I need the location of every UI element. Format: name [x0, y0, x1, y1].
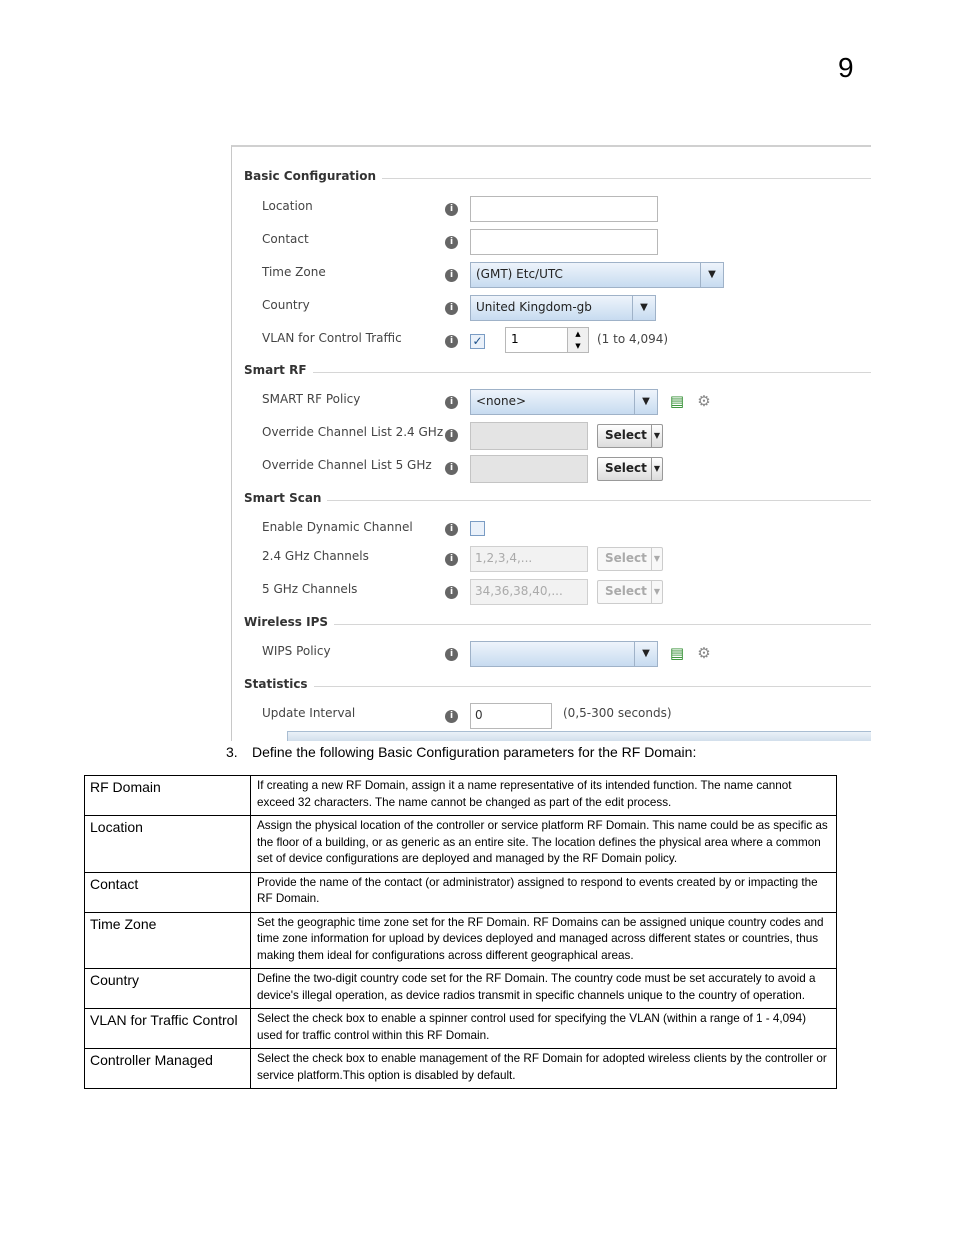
- vlan-checkbox[interactable]: ✓: [470, 334, 485, 349]
- info-icon[interactable]: i: [445, 523, 458, 536]
- info-icon[interactable]: i: [445, 335, 458, 348]
- vlan-spinner[interactable]: [505, 327, 589, 353]
- param-name: Contact: [85, 872, 251, 912]
- chevron-down-icon[interactable]: ▼: [651, 425, 662, 447]
- smart-rf-policy-dropdown[interactable]: [470, 389, 658, 415]
- channels-24-field: 1,2,3,4,...: [470, 546, 588, 572]
- section-statistics: Statistics: [244, 677, 314, 691]
- channels-24-label: 2.4 GHz Channels: [262, 549, 369, 563]
- chevron-down-icon[interactable]: ▼: [700, 263, 723, 287]
- chevron-down-icon: ▼: [651, 548, 662, 570]
- section-wireless-ips: Wireless IPS: [244, 615, 334, 629]
- table-row: [85, 872, 837, 912]
- override-24-label: Override Channel List 2.4 GHz: [262, 425, 444, 439]
- info-icon[interactable]: i: [445, 586, 458, 599]
- chevron-down-icon[interactable]: ▼: [634, 642, 657, 666]
- select-label: Select: [605, 461, 647, 475]
- table-row: [85, 1049, 837, 1089]
- chapter-number: 9: [838, 52, 854, 83]
- override-5-field: [470, 455, 588, 483]
- table-row: [85, 816, 837, 873]
- chevron-down-icon[interactable]: ▼: [632, 296, 655, 320]
- info-icon[interactable]: i: [445, 462, 458, 475]
- gear-icon[interactable]: ⚙: [697, 392, 711, 410]
- gear-icon[interactable]: ⚙: [697, 644, 711, 662]
- step-text-before: Define the following: [252, 744, 379, 760]
- table-row: [85, 776, 837, 816]
- param-description: Select the check box to enable management of the RF Domain for adopted wireless clients by the controller or service platform.This option is disabled by default.: [251, 1049, 837, 1089]
- select-label: Select: [605, 584, 647, 598]
- wips-policy-dropdown[interactable]: [470, 641, 658, 667]
- info-icon[interactable]: i: [445, 396, 458, 409]
- update-interval-label: Update Interval: [262, 706, 356, 720]
- contact-label: Contact: [262, 232, 309, 246]
- step-text-emph: Basic Configuration: [378, 744, 500, 760]
- wips-policy-label: WIPS Policy: [262, 644, 331, 658]
- step-text-after: parameters for the RF Domain:: [499, 744, 697, 760]
- time-zone-dropdown[interactable]: [470, 262, 724, 288]
- country-value: United Kingdom-gb: [476, 300, 592, 314]
- info-icon[interactable]: i: [445, 302, 458, 315]
- override-24-field: [470, 422, 588, 450]
- param-description: Provide the name of the contact (or administrator) assigned to respond to events created by or impacting the RF Domain.: [251, 872, 837, 912]
- table-row: [85, 969, 837, 1009]
- channels-5-label: 5 GHz Channels: [262, 582, 358, 596]
- param-description: If creating a new RF Domain, assign it a name representative of its intended function. The name cannot exceed 32 characters. The name cannot be changed as part of the edit process.: [251, 776, 837, 816]
- select-label: Select: [605, 428, 647, 442]
- smart-rf-policy-label: SMART RF Policy: [262, 392, 361, 406]
- info-icon[interactable]: i: [445, 429, 458, 442]
- update-interval-input[interactable]: 0: [470, 703, 552, 729]
- add-policy-icon[interactable]: ▤: [669, 392, 685, 410]
- section-basic-configuration: Basic Configuration: [244, 169, 382, 183]
- step-instruction: [226, 744, 696, 760]
- vlan-range-hint: (1 to 4,094): [597, 332, 669, 346]
- select-button[interactable]: [597, 424, 663, 448]
- country-dropdown[interactable]: [470, 295, 656, 321]
- chevron-down-icon[interactable]: ▼: [651, 458, 662, 480]
- info-icon[interactable]: i: [445, 269, 458, 282]
- param-description: Define the two-digit country code set for the RF Domain. The country code must be set accurately to avoid a device's illegal operation, as device radios transmit in specific channels unique to the country of operation.: [251, 969, 837, 1009]
- override-5-label: Override Channel List 5 GHz: [262, 458, 432, 472]
- rf-domain-config-screenshot: [231, 145, 871, 741]
- add-policy-icon[interactable]: ▤: [669, 644, 685, 662]
- location-input[interactable]: [470, 196, 658, 222]
- time-zone-value: (GMT) Etc/UTC: [476, 267, 563, 281]
- param-name: RF Domain: [85, 776, 251, 816]
- section-smart-rf: Smart RF: [244, 363, 313, 377]
- param-name: Location: [85, 816, 251, 873]
- param-name: Country: [85, 969, 251, 1009]
- param-name: Time Zone: [85, 912, 251, 969]
- info-icon[interactable]: i: [445, 710, 458, 723]
- table-row: [85, 1009, 837, 1049]
- spinner-arrows-icon[interactable]: ▲ ▼: [567, 328, 588, 352]
- info-icon[interactable]: i: [445, 203, 458, 216]
- country-label: Country: [262, 298, 310, 312]
- parameters-table: [84, 775, 837, 1089]
- smart-rf-policy-value: <none>: [476, 394, 527, 408]
- param-description: Set the geographic time zone set for the RF Domain. RF Domains can be assigned unique country codes and time zone information for upload by devices deployed and managed across different states or countries, thus making them ideal for configurations across different geographical areas.: [251, 912, 837, 969]
- info-icon[interactable]: i: [445, 236, 458, 249]
- table-row: [85, 912, 837, 969]
- channels-5-field: 34,36,38,40,...: [470, 579, 588, 605]
- select-label: Select: [605, 551, 647, 565]
- section-smart-scan: Smart Scan: [244, 491, 327, 505]
- window-table-header: [287, 731, 871, 741]
- info-icon[interactable]: i: [445, 648, 458, 661]
- contact-input[interactable]: [470, 229, 658, 255]
- info-icon[interactable]: i: [445, 553, 458, 566]
- vlan-value: 1: [511, 332, 519, 346]
- param-description: Assign the physical location of the controller or service platform RF Domain. This name could be as specific as the floor of a building, or as generic as an entire site. The location defines the physical area where a common set of device configurations are deployed and managed by the RF Domain policy.: [251, 816, 837, 873]
- param-name: VLAN for Traffic Control: [85, 1009, 251, 1049]
- location-label: Location: [262, 199, 313, 213]
- time-zone-label: Time Zone: [262, 265, 326, 279]
- select-button: [597, 547, 663, 571]
- update-interval-hint: (0,5-300 seconds): [563, 706, 672, 720]
- chevron-down-icon[interactable]: ▼: [634, 390, 657, 414]
- param-description: Select the check box to enable a spinner control used for specifying the VLAN (within a range of 1 - 4,094) used for traffic control within this RF Domain.: [251, 1009, 837, 1049]
- chevron-down-icon: ▼: [651, 581, 662, 603]
- enable-dynamic-checkbox[interactable]: [470, 521, 485, 536]
- param-name: Controller Managed: [85, 1049, 251, 1089]
- step-number: 3.: [226, 744, 238, 760]
- select-button: [597, 580, 663, 604]
- enable-dynamic-label: Enable Dynamic Channel: [262, 520, 413, 534]
- vlan-label: VLAN for Control Traffic: [262, 331, 402, 345]
- select-button[interactable]: [597, 457, 663, 481]
